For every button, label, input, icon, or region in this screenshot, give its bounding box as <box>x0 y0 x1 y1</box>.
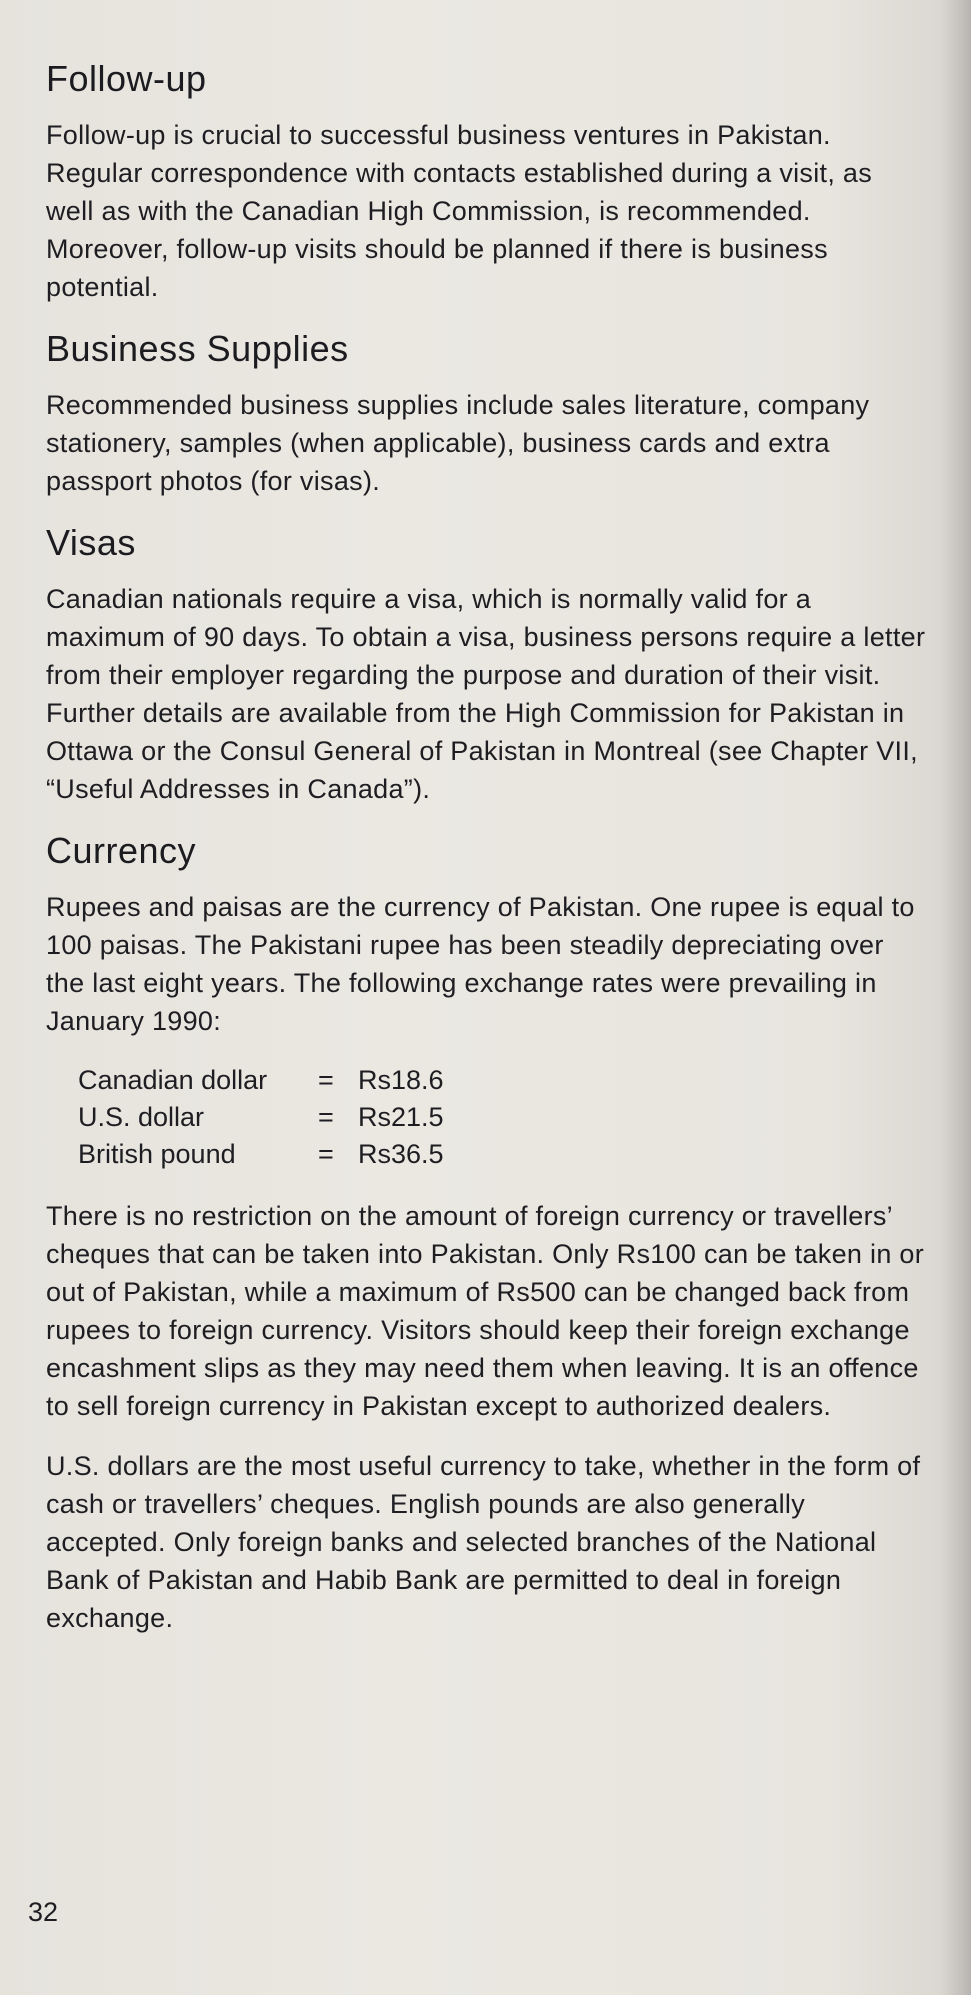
rate-value: Rs21.5 <box>358 1102 444 1132</box>
rate-currency: British pound <box>78 1139 236 1169</box>
paragraph-follow-up: Follow-up is crucial to successful business ventures in Pakistan. Regular correspondence with contacts established during a visit, as well as with the Canadian High Commission, is recommended. Moreover, follow-up visits should be planned if there is business potential. <box>46 120 873 302</box>
section-business-supplies <box>46 328 926 500</box>
paragraph-visas: Canadian nationals require a visa, which is normally valid for a maximum of 90 days. To obtain a visa, business persons require a letter from their employer regarding the purpose and duration of their visit. Further details are available from the High Commission for Pakistan in Ottawa or the Consul General of Pakistan in Montreal (see Chapter VII, “Useful Addresses in Canada”). <box>46 584 926 804</box>
exchange-rate-table <box>78 1062 926 1173</box>
rate-currency: Canadian dollar <box>78 1065 268 1095</box>
rate-currency: U.S. dollar <box>78 1102 205 1132</box>
rate-value: Rs18.6 <box>358 1065 444 1095</box>
heading-follow-up: Follow-up <box>46 58 207 99</box>
exchange-rate-row <box>78 1136 926 1173</box>
exchange-rate-row <box>78 1099 926 1136</box>
section-follow-up <box>46 58 926 306</box>
heading-business-supplies: Business Supplies <box>46 328 349 369</box>
paragraph-currency-intro: Rupees and paisas are the currency of Pakistan. One rupee is equal to 100 paisas. The Pakistani rupee has been steadily depreciating over the last eight years. The following exchange rates were prevailing in January 1990: <box>46 892 915 1036</box>
heading-visas: Visas <box>46 522 136 563</box>
section-currency <box>46 830 926 1637</box>
rate-value: Rs36.5 <box>358 1139 444 1169</box>
paragraph-currency-restrictions: There is no restriction on the amount of foreign currency or travellers’ cheques that can be taken into Pakistan. Only Rs100 can be taken in or out of Pakistan, while a maximum of Rs500 can be changed back from rupees to foreign currency. Visitors should keep their foreign exchange encashment slips as they may need them when leaving. It is an offence to sell foreign currency in Pakistan except to authorized dealers. <box>46 1201 925 1421</box>
exchange-rate-row <box>78 1062 926 1099</box>
heading-currency: Currency <box>46 830 197 871</box>
rate-equals: = <box>318 1139 334 1169</box>
rate-equals: = <box>318 1102 334 1132</box>
section-visas <box>46 522 926 808</box>
rate-equals: = <box>318 1065 334 1095</box>
page-number: 32 <box>28 1897 59 1927</box>
page-binding-shadow <box>941 0 971 1995</box>
paragraph-business-supplies: Recommended business supplies include sales literature, company stationery, samples (when applicable), business cards and extra passport photos (for visas). <box>46 390 870 496</box>
paragraph-currency-usd: U.S. dollars are the most useful currency to take, whether in the form of cash or travellers’ cheques. English pounds are also generally accepted. Only foreign banks and selected branches of the National Bank of Pakistan and Habib Bank are permitted to deal in foreign exchange. <box>46 1451 921 1633</box>
page-content <box>46 58 926 1659</box>
